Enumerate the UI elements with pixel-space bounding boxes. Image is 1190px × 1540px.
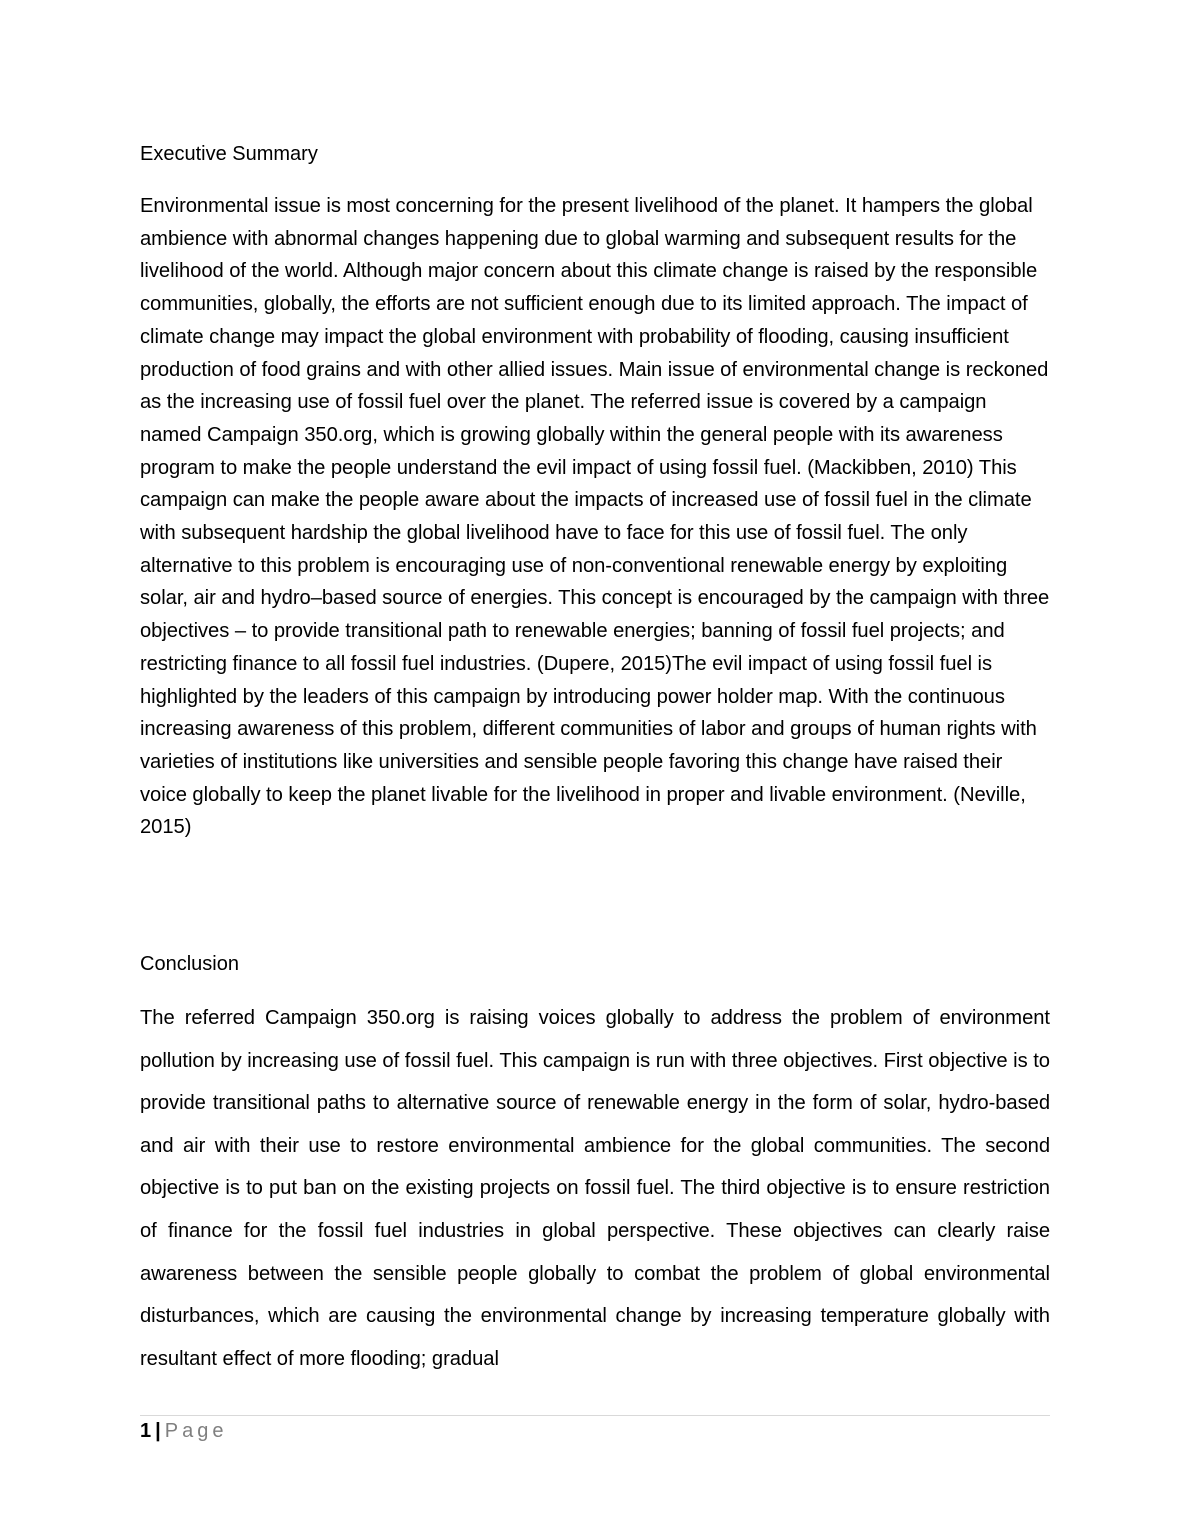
conclusion-heading: Conclusion <box>140 953 239 975</box>
footer-separator: | <box>155 1420 161 1442</box>
page-footer <box>140 1419 227 1443</box>
footer-divider <box>140 1415 1050 1416</box>
page-number: 1 <box>140 1420 152 1442</box>
page-label: Page <box>164 1420 228 1442</box>
executive-summary-paragraph: Environmental issue is most concerning for the present livelihood of the planet. It hampers the global ambience with abnormal changes happening due to global warming and subsequent results for the livelihood of the world. Although major concern about this climate change is raised by the responsible communities, globally, the efforts are not sufficient enough due to its limited approach. The impact of climate change may impact the global environment with probability of flooding, causing insufficient production of food grains and with other allied issues. Main issue of environmental change is reckoned as the increasing use of fossil fuel over the planet. The referred issue is covered by a campaign named Campaign 350.org, which is growing globally within the general people with its awareness program to make the people understand the evil impact of using fossil fuel. (Mackibben, 2010) This campaign can make the people aware about the impacts of increased use of fossil fuel in the climate with subsequent hardship the global livelihood have to face for this use of fossil fuel. The only alternative to this problem is encouraging use of non-conventional renewable energy by exploiting solar, air and hydro–based source of energies. This concept is encouraged by the campaign with three objectives – to provide transitional path to renewable energies; banning of fossil fuel projects; and restricting finance to all fossil fuel industries. (Dupere, 2015)The evil impact of using fossil fuel is highlighted by the leaders of this campaign by introducing power holder map. With the continuous increasing awareness of this problem, different communities of labor and groups of human rights with varieties of institutions like universities and sensible people favoring this change have raised their voice globally to keep the planet livable for the livelihood in proper and livable environment. (Neville, 2015) <box>140 195 1050 839</box>
executive-summary-heading: Executive Summary <box>140 143 318 165</box>
conclusion-paragraph: The referred Campaign 350.org is raising voices globally to address the problem of environment pollution by increasing use of fossil fuel. This campaign is run with three objectives. First objective is to provide transitional paths to alternative source of renewable energy in the form of solar, hydro-based and air with their use to restore environmental ambience for the global communities. The second objective is to put ban on the existing projects on fossil fuel. The third objective is to ensure restriction of finance for the fossil fuel industries in global perspective. These objectives can clearly raise awareness between the sensible people globally to combat the problem of global environmental disturbances, which are causing the environmental change by increasing temperature globally with resultant effect of more flooding; gradual <box>140 1007 1050 1370</box>
